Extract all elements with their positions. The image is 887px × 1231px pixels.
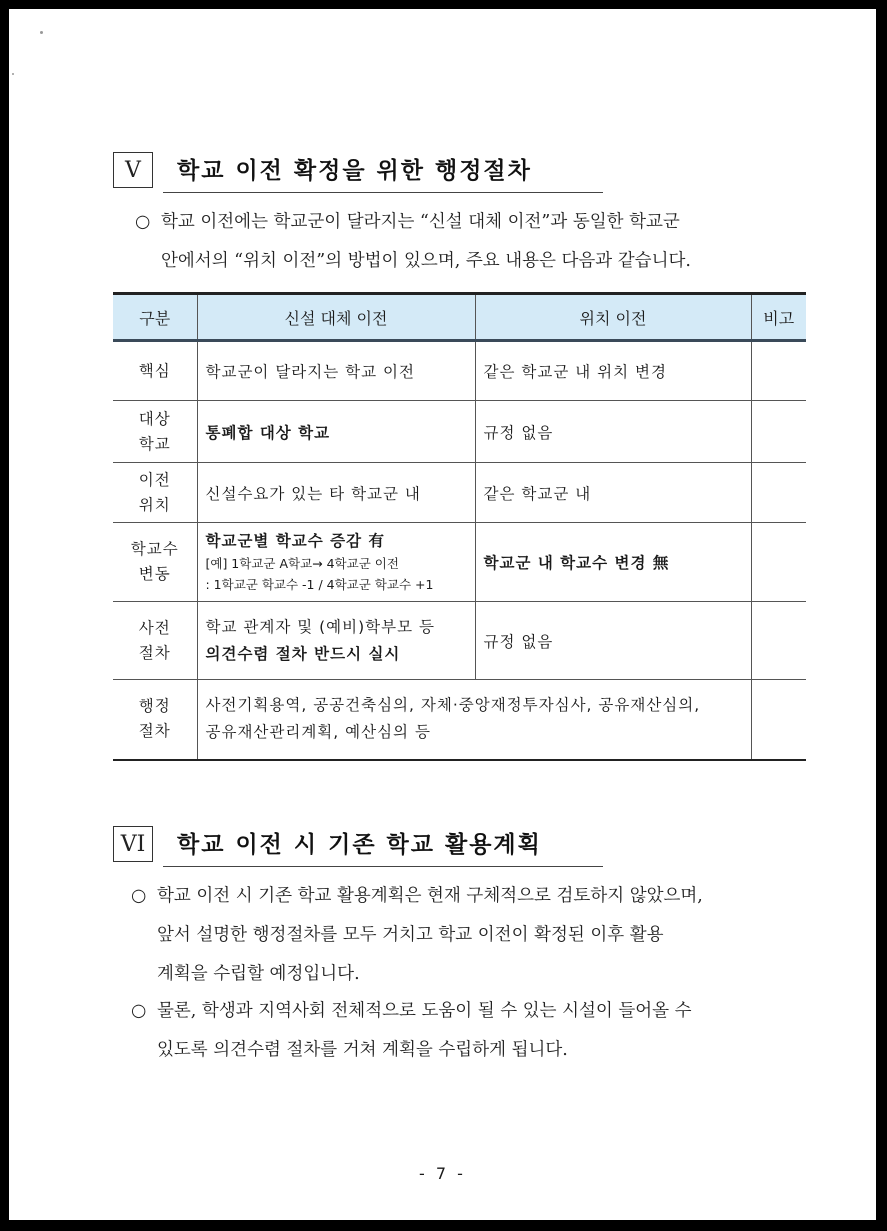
comparison-table — [113, 292, 806, 761]
section-5-title-underline — [163, 157, 603, 193]
paragraph-line: 학교 이전 시 기존 학교 활용계획은 현재 구체적으로 검토하지 않았으며, — [157, 886, 703, 906]
header-remarks: 비고 — [751, 294, 806, 341]
bullet-icon: ○ — [131, 886, 147, 906]
paragraph-line: 계획을 수립할 예정입니다. — [157, 964, 360, 984]
cell-line: 사전기획용역, 공공건축심의, 자체·중앙재정투자심사, 공유재산심의, — [205, 696, 701, 715]
paragraph-line: 있도록 의견수렴 절차를 거쳐 계획을 수립하게 됩니다. — [157, 1040, 568, 1060]
section-5-heading — [113, 149, 603, 191]
table-header-row — [113, 294, 806, 341]
cell-location-change: 규정 없음 — [475, 401, 751, 463]
cell-remarks — [751, 463, 806, 523]
paragraph-line: 학교 이전에는 학교군이 달라지는 “신설 대체 이전”과 동일한 학교군 — [161, 212, 680, 232]
row-category: 이전 위치 — [113, 463, 197, 523]
cell-line: 의견수렴 절차 반드시 실시 — [205, 644, 401, 663]
section-6-title: 학교 이전 시 기존 학교 활용계획 — [177, 832, 542, 858]
cell-new-relocation — [197, 602, 475, 680]
section-5-paragraph — [135, 203, 815, 281]
cell-new-relocation — [197, 523, 475, 602]
paragraph-line: 물론, 학생과 지역사회 전체적으로 도움이 될 수 있는 시설이 들어올 수 — [157, 1001, 692, 1021]
cell-new-relocation: 학교군이 달라지는 학교 이전 — [197, 341, 475, 401]
row-category: 행정 절차 — [113, 680, 197, 760]
cell-location-change: 같은 학교군 내 위치 변경 — [475, 341, 751, 401]
cell-new-relocation: 신설수요가 있는 타 학교군 내 — [197, 463, 475, 523]
header-new-relocation: 신설 대체 이전 — [197, 294, 475, 341]
cell-location-change: 같은 학교군 내 — [475, 463, 751, 523]
table-row — [113, 523, 806, 602]
cell-location-change: 규정 없음 — [475, 602, 751, 680]
row-category: 학교수 변동 — [113, 523, 197, 602]
cell-remarks — [751, 602, 806, 680]
page-number: - 7 - — [419, 1164, 466, 1183]
cell-location-change: 학교군 내 학교수 변경 無 — [475, 523, 751, 602]
cell-example-line: [예] 1학교군 A학교→ 4학교군 이전 — [205, 556, 399, 571]
section-5-number: V — [113, 152, 153, 188]
bullet-icon: ○ — [131, 1001, 147, 1021]
cell-new-relocation: 통폐합 대상 학교 — [197, 401, 475, 463]
cell-remarks — [751, 680, 806, 760]
header-location-change: 위치 이전 — [475, 294, 751, 341]
section-6-paragraph-1 — [131, 877, 811, 994]
cell-remarks — [751, 523, 806, 602]
scan-speck — [40, 31, 43, 34]
row-category: 핵심 — [113, 341, 197, 401]
section-6-heading — [113, 823, 603, 865]
table-row — [113, 463, 806, 523]
cell-admin-procedures — [197, 680, 751, 760]
section-6-paragraph-2 — [131, 992, 811, 1070]
bullet-icon: ○ — [135, 212, 151, 232]
cell-remarks — [751, 401, 806, 463]
section-6-title-underline — [163, 831, 603, 867]
row-category: 사전 절차 — [113, 602, 197, 680]
scan-speck — [12, 73, 14, 75]
section-6-number: VI — [113, 826, 153, 862]
table-row — [113, 602, 806, 680]
table-row — [113, 680, 806, 760]
header-category: 구분 — [113, 294, 197, 341]
section-5-title: 학교 이전 확정을 위한 행정절차 — [177, 158, 532, 184]
cell-remarks — [751, 341, 806, 401]
cell-example-line: : 1학교군 학교수 -1 / 4학교군 학교수 +1 — [205, 577, 434, 592]
cell-line: 학교 관계자 및 (예비)학부모 등 — [205, 617, 435, 636]
cell-main-text: 학교군별 학교수 증감 有 — [205, 532, 385, 550]
cell-line: 공유재산관리계획, 예산심의 등 — [205, 723, 431, 742]
document-page — [9, 9, 876, 1220]
paragraph-line: 앞서 설명한 행정절차를 모두 거치고 학교 이전이 확정된 이후 활용 — [157, 925, 664, 945]
table-row — [113, 341, 806, 401]
paragraph-line: 안에서의 “위치 이전”의 방법이 있으며, 주요 내용은 다음과 같습니다. — [161, 251, 691, 271]
table-row — [113, 401, 806, 463]
row-category: 대상 학교 — [113, 401, 197, 463]
